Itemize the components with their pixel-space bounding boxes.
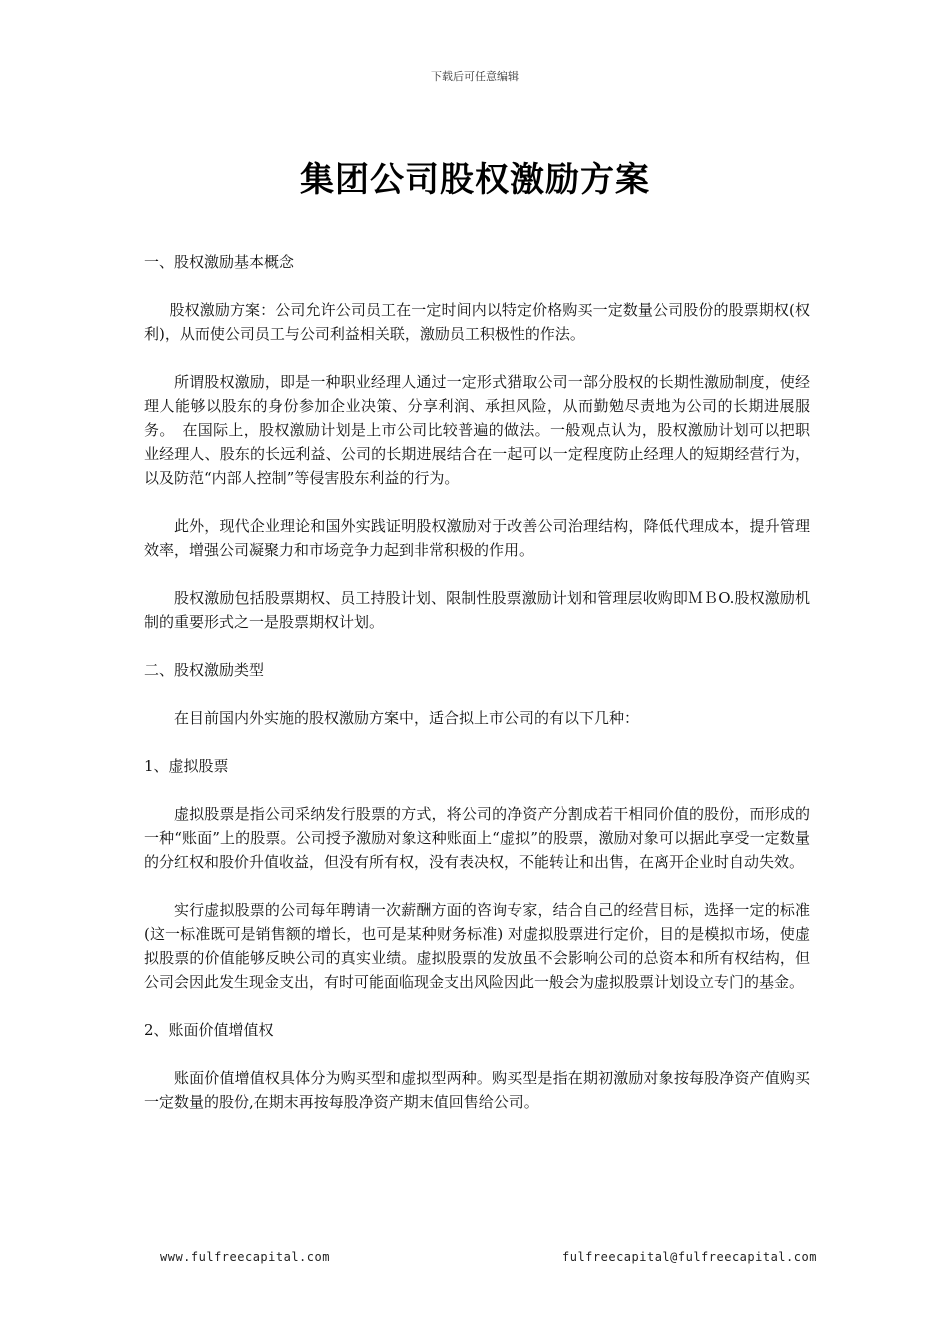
paragraph-benefits: 此外，现代企业理论和国外实践证明股权激励对于改善公司治理结构，降低代理成本，提升管理效率，增强公司凝聚力和市场竞争力起到非常积极的作用。 (144, 517, 810, 559)
paragraph-virtual-stock-definition: 虚拟股票是指公司采纳发行股票的方式，将公司的净资产分割成若干相同价值的股份，而形成的一种“账面”上的股票。公司授予激励对象这种账面上“虚拟”的股票，激励对象可以据此享受一定数量的分红权和股价升值收益，但没有所有权，没有表决权，不能转让和出售，在离开企业时自动失效。 (144, 805, 810, 871)
paragraph-virtual-stock-pricing: 实行虚拟股票的公司每年聘请一次薪酬方面的咨询专家，结合自己的经营目标，选择一定的标准(这一标准既可是销售额的增长，也可是某种财务标准) 对虚拟股票进行定价，目的是模拟市场，使虚拟股票的价值能够反映公司的真实业绩。虚拟股票的发放虽不会影响公司的总资本和所有权结构，但公司会因此发生现金支出，有时可能面临现金支出风险因此一般会为虚拟股票计划设立专门的基金。 (144, 901, 810, 991)
header-note: 下载后可任意编辑 (431, 70, 519, 83)
paragraph-meaning: 所谓股权激励，即是一种职业经理人通过一定形式猎取公司一部分股权的长期性激励制度，使经理人能够以股东的身份参加企业决策、分享利润、承担风险，从而勤勉尽责地为公司的长期进展服务。 在国际上，股权激励计划是上市公司比较普遍的做法。一般观点认为，股权激励计划可以把职业经理人、股东的长远利益、公司的长期进展结合在一起可以一定程度防止经理人的短期经营行为，以及防范“内部人控制”等侵害股东利益的行为。 (144, 373, 810, 487)
paragraph-types-intro: 在目前国内外实施的股权激励方案中，适合拟上市公司的有以下几种： (174, 709, 640, 727)
paragraph-forms: 股权激励包括股票期权、员工持股计划、限制性股票激励计划和管理层收购即ＭＢO.股权激励机制的重要形式之一是股票期权计划。 (144, 589, 810, 631)
document-body (144, 250, 810, 1138)
section-heading-concept: 一、股权激励基本概念 (144, 253, 295, 271)
subsection-heading-book-value: 2、账面价值增值权 (144, 1021, 274, 1039)
paragraph-definition: 股权激励方案：公司允许公司员工在一定时间内以特定价格购买一定数量公司股份的股票期权(权利)，从而使公司员工与公司利益相关联，激励员工积极性的作法。 (144, 301, 810, 343)
paragraph-book-value: 账面价值增值权具体分为购买型和虚拟型两种。购买型是指在期初激励对象按每股净资产值购买一定数量的股份,在期末再按每股净资产期末值回售给公司。 (144, 1069, 810, 1111)
document-title: 集团公司股权激励方案 (300, 160, 650, 200)
footer-email: fulfreecapital@fulfreecapital.com (562, 1250, 817, 1264)
section-heading-types: 二、股权激励类型 (144, 661, 265, 679)
footer-website: www.fulfreecapital.com (160, 1250, 330, 1264)
subsection-heading-virtual-stock: 1、虚拟股票 (144, 757, 229, 775)
